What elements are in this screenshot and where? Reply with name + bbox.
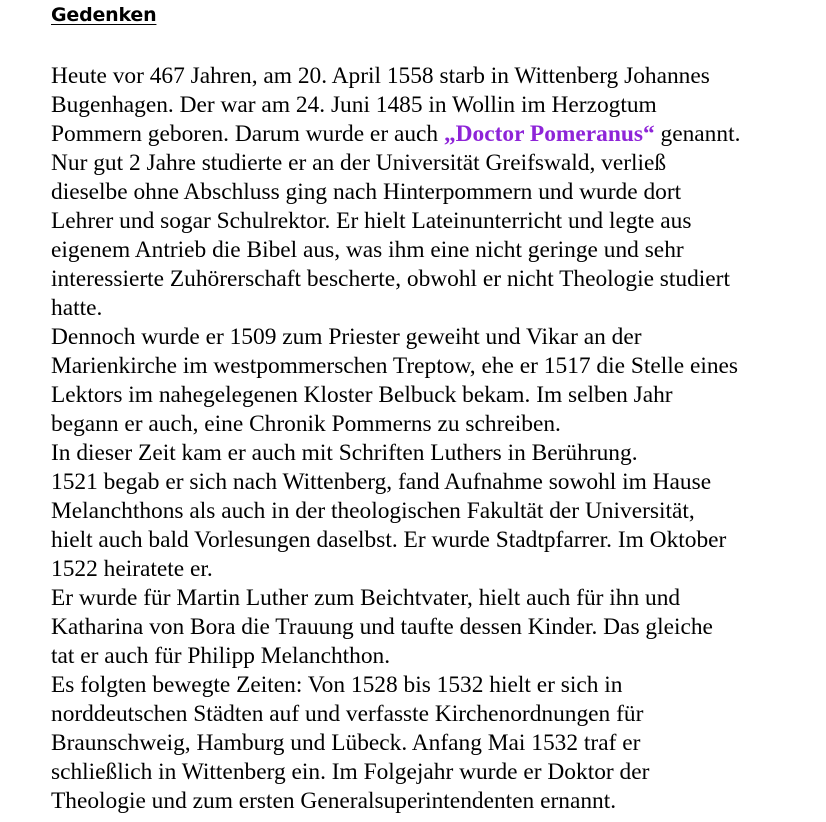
text-line: Heute vor 467 Jahren, am 20. April 1558 starb in Wittenberg Johannes: [51, 63, 710, 89]
text-line: norddeutschen Städten auf und verfasste Kirchenordnungen für: [51, 701, 644, 727]
paragraph-4: [51, 468, 821, 584]
text-line: interessierte Zuhörerschaft bescherte, obwohl er nicht Theologie studiert: [51, 266, 730, 292]
text-line: Braunschweig, Hamburg und Lübeck. Anfang Mai 1532 traf er: [51, 730, 641, 756]
text-line: Katharina von Bora die Trauung und taufte dessen Kinder. Das gleiche: [51, 614, 713, 640]
page-title: Gedenken: [51, 4, 157, 26]
paragraph-6: [51, 671, 821, 816]
text-line: Lehrer und sogar Schulrektor. Er hielt Lateinunterricht und legte aus: [51, 208, 692, 234]
text-line: Lektors im nahegelegenen Kloster Belbuck bekam. Im selben Jahr: [51, 382, 673, 408]
document-page: [51, 0, 821, 816]
text-line: In dieser Zeit kam er auch mit Schriften Luthers in Berührung.: [51, 440, 638, 466]
highlighted-name: „Doctor Pomeranus“: [443, 121, 655, 147]
text-line: dieselbe ohne Abschluss ging nach Hinterpommern und wurde dort: [51, 179, 682, 205]
text-line: tat er auch für Philipp Melanchthon.: [51, 643, 391, 669]
text-line: Theologie und zum ersten Generalsuperintendenten ernannt.: [51, 788, 617, 814]
paragraph-5: [51, 584, 821, 671]
paragraph-2: [51, 323, 821, 439]
paragraph-1: [51, 62, 821, 323]
document-body: [51, 62, 821, 816]
text-line: eigenem Antrieb die Bibel aus, was ihm eine nicht geringe und sehr: [51, 237, 684, 263]
text-line: Er wurde für Martin Luther zum Beichtvater, hielt auch für ihn und: [51, 585, 681, 611]
text-line: 1522 heiratete er.: [51, 556, 213, 582]
text-line: begann er auch, eine Chronik Pommerns zu schreiben.: [51, 411, 561, 437]
text-line: Bugenhagen. Der war am 24. Juni 1485 in Wollin im Herzogtum: [51, 92, 657, 118]
text-segment: genannt.: [654, 121, 741, 147]
text-line: Melanchthons als auch in der theologischen Fakultät der Universität,: [51, 498, 695, 524]
text-line: schließlich in Wittenberg ein. Im Folgejahr wurde er Doktor der: [51, 759, 650, 785]
text-line: hatte.: [51, 295, 103, 321]
text-line: Marienkirche im westpommerschen Treptow, ehe er 1517 die Stelle eines: [51, 353, 739, 379]
text-segment: Pommern geboren. Darum wurde er auch: [51, 121, 444, 147]
text-line: [51, 120, 821, 149]
text-line: 1521 begab er sich nach Wittenberg, fand Aufnahme sowohl im Hause: [51, 469, 712, 495]
text-line: hielt auch bald Vorlesungen daselbst. Er wurde Stadtpfarrer. Im Oktober: [51, 527, 727, 553]
text-line: Dennoch wurde er 1509 zum Priester geweiht und Vikar an der: [51, 324, 642, 350]
text-line: Es folgten bewegte Zeiten: Von 1528 bis 1532 hielt er sich in: [51, 672, 623, 698]
text-line: Nur gut 2 Jahre studierte er an der Universität Greifswald, verließ: [51, 150, 667, 176]
paragraph-3: [51, 439, 821, 468]
